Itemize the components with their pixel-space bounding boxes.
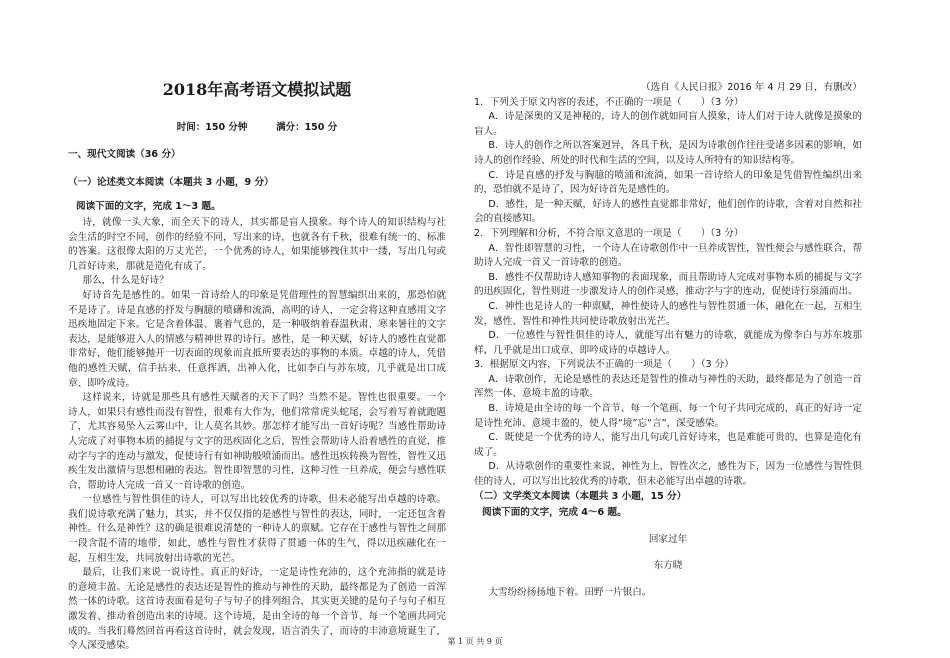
subsection-heading: （二）文学类文本阅读（本题共 3 小题，15 分） xyxy=(474,490,687,502)
option: D．从诗歌创作的重要性来说，神性为上，智性次之，感性为下，因为一位感性与智性俱佳的诗人，可以写出比较优秀的诗歌，但未必能写出卓越的诗歌。 xyxy=(474,461,862,488)
option: D．一位感性与智性俱佳的诗人，就能写出有魅力的诗歌，就能成为像李白与苏东坡那样，几乎就是出口成章、即吟成诗的卓越诗人。 xyxy=(474,330,862,356)
option: B．感性不仅帮助诗人感知事物的表面现象，而且帮助诗人完成对事物本质的捕捉与文字的迅疾固化，智性则进一步激发诗人的创作灵感，推动字与字的连动，促使诗行泉涌而出。 xyxy=(474,271,862,298)
option: B．诗境是由全诗的每一个音节、每一个笔画、每一个句子共同完成的，真正的好诗一定是诗性充沛、意境丰盈的，使人得“境”忘“言”，深受感染。 xyxy=(474,403,862,429)
instruction: 阅读下面的文字，完成 4～6 题。 xyxy=(482,507,627,519)
passage xyxy=(68,216,446,654)
option: A．智性即智慧的习性，一个诗人在诗歌创作中一旦养成智性，智性便会与感性联合，帮助诗人完成一首又一首诗歌的创造。 xyxy=(474,242,862,269)
option: D．感性，是一种天赋，好诗人的感性直觉都非常好，他们创作的诗歌，含着对自然和社会的直接感知。 xyxy=(474,198,862,225)
question-1: 1．下列关于原文内容的表述，不正确的一项是（ ）（3 分） xyxy=(474,96,744,108)
story-title: 回家过年 xyxy=(648,533,688,545)
option: A．诗是深奥的又是神秘的，诗人的创作就如同盲人摸象，诗人们对于诗人就像是摸象的盲人。 xyxy=(474,111,862,137)
option: A．诗歌创作，无论是感性的表达还是智性的推动与神性的天助，最终都是为了创造一首浑然一体、意境丰盈的诗歌。 xyxy=(474,373,862,400)
option: C．神性也是诗人的一种禀赋，神性使诗人的感性与智性贯通一体，融化在一起，互相生发，感性、智性和神性共同使诗歌放射出光芒。 xyxy=(474,300,862,327)
option: B．诗人的创作之所以答案迥异，各具千秋，是因为诗歌创作往往受诸多因素的影响，如诗人的创作经验、所处的时代和生活的空间，以及诗人所特有的知识结构等。 xyxy=(474,140,862,166)
question-3: 3．根据原文内容，下列说法不正确的一项是（ ）（3 分） xyxy=(474,359,734,371)
source-citation: （选自《人民日报》2016 年 4 月 29 日，有删改） xyxy=(640,82,862,93)
paragraph: 这样说来，诗就是那些具有感性天赋者的天下了吗？当然不是。智性也很重要。一个诗人，如果只有感性而没有智性，很难有大作为，他们常常虎头蛇尾，会写着写着就跑题了，尤其容易坠入云雾山中，让人莫名其妙。那怎样才能写出一首好诗呢？当感性帮助诗人完成了对事物本质的捕捉与文字的迅疾固化之后，智性会帮助诗人沿着感性的直觉，推动字与字的连动与激发，促使诗行有如神助般喷涌而出。感性迅疾转换为智性，智性又迅疾生发出激情与思想相融的表达。智性即智慧的习性，这种习性一旦养成，便会与感性联合，帮助诗人完成一首又一首诗歌的创造。 xyxy=(68,392,446,491)
exam-meta xyxy=(68,119,446,133)
subsection-heading: （一）论述类文本阅读（本题共 3 小题，9 分） xyxy=(68,177,274,188)
time-label: 时间：150 分钟 xyxy=(176,122,248,133)
story-author: 东方晓 xyxy=(653,560,683,572)
paragraph: 诗，就像一头大象，而全天下的诗人，其实都是盲人摸象。每个诗人的知识结构与社会生活的时空不同，创作的经验不同，写出来的诗，也就各有千秋，很难有统一的、标准的答案。这很像太阳的万丈光芒，一个优秀的诗人，如果能够拽住其中一缕，写出几句或几首好诗来，那就是造化有成了。 xyxy=(68,217,446,272)
option: C．既使是一个优秀的诗人，能写出几句或几首好诗来，也是难能可贵的，也算是造化有成了。 xyxy=(474,432,862,458)
question-2: 2．下列理解和分析，不符合原文意思的一项是（ ）（3 分） xyxy=(474,227,744,239)
paragraph: 那么，什么是好诗？ xyxy=(82,275,169,287)
page-title: 2018年高考语文模拟试题 xyxy=(162,80,352,99)
page-footer: 第 1 页 共 9 页 xyxy=(447,637,503,646)
paragraph: 好诗首先是感性的。如果一首诗给人的印象是凭借理性的智慧编织出来的，那恐怕就不是诗了。诗是直感的抒发与胸臆的喷礴和流淌，高明的诗人，一定会将这种直感用文字迅疾地固定下来。它是含着体温、裹着气息的，是一种吸纳着春温秋肃、寒来暑往的文字表达，是能够进入人的情感与精神世界的诗行。感性，是一种天赋，好诗人的感性直觉都非常好，他们能够抛开一切表面的现象而直抵所要表达的事物的本质。卓越的诗人，凭借他的感性天赋，信手拈来，任意挥洒，出神入化，比如李白与苏东坡，几乎就是出口成章、即吟成诗。 xyxy=(68,289,446,389)
paragraph: 一位感性与智性俱佳的诗人，可以写出比较优秀的诗歌，但未必能写出卓越的诗歌。我们说诗歌充满了魅力，其实，并不仅仅指的是感性与智性的表达，同时，一定还包含着神性。什么是神性？这的确是很难说清楚的一种诗人的禀赋。它存在于感性与智性之间那一段含混不清的地带，如此，感性与智性才获得了贯通一体的生气，得以迅疾融化在一起，互相生发，共同放射出诗歌的光芒。 xyxy=(68,494,446,564)
paragraph: 最后，让我们来说一说诗性。真正的好诗，一定是诗性充沛的，这个充沛指的就是诗的意境丰盈。无论是感性的表达还是智性的推动与神性的天助，最终都是为了创造一首浑然一体的诗歌。这首诗表面看是句子与句子的排列组合，其实更关键的是句子与句子相互激发着、推动着创造出来的诗境。这个诗境，是由全诗的每一个音节、每一个笔画共同完成的。当我们蓦然回首再看这首诗时，就会发现，语言消失了，而诗的丰沛意境诞生了，令人深受感染。 xyxy=(68,567,446,652)
score-label: 满分：150 分 xyxy=(276,122,338,133)
section-heading: 一、现代文阅读（36 分） xyxy=(68,149,181,160)
questions xyxy=(474,81,862,601)
story-text: 大雪纷纷扬扬地下着。田野一片银白。 xyxy=(488,587,652,598)
option: C．诗是直感的抒发与胸臆的喷涌和流淌，如果一首诗给人的印象是凭借智性编织出来的，恐怕就不是诗了，因为好诗首先是感性的。 xyxy=(474,169,862,196)
instruction: 阅读下面的文字，完成 1～3 题。 xyxy=(76,201,221,212)
